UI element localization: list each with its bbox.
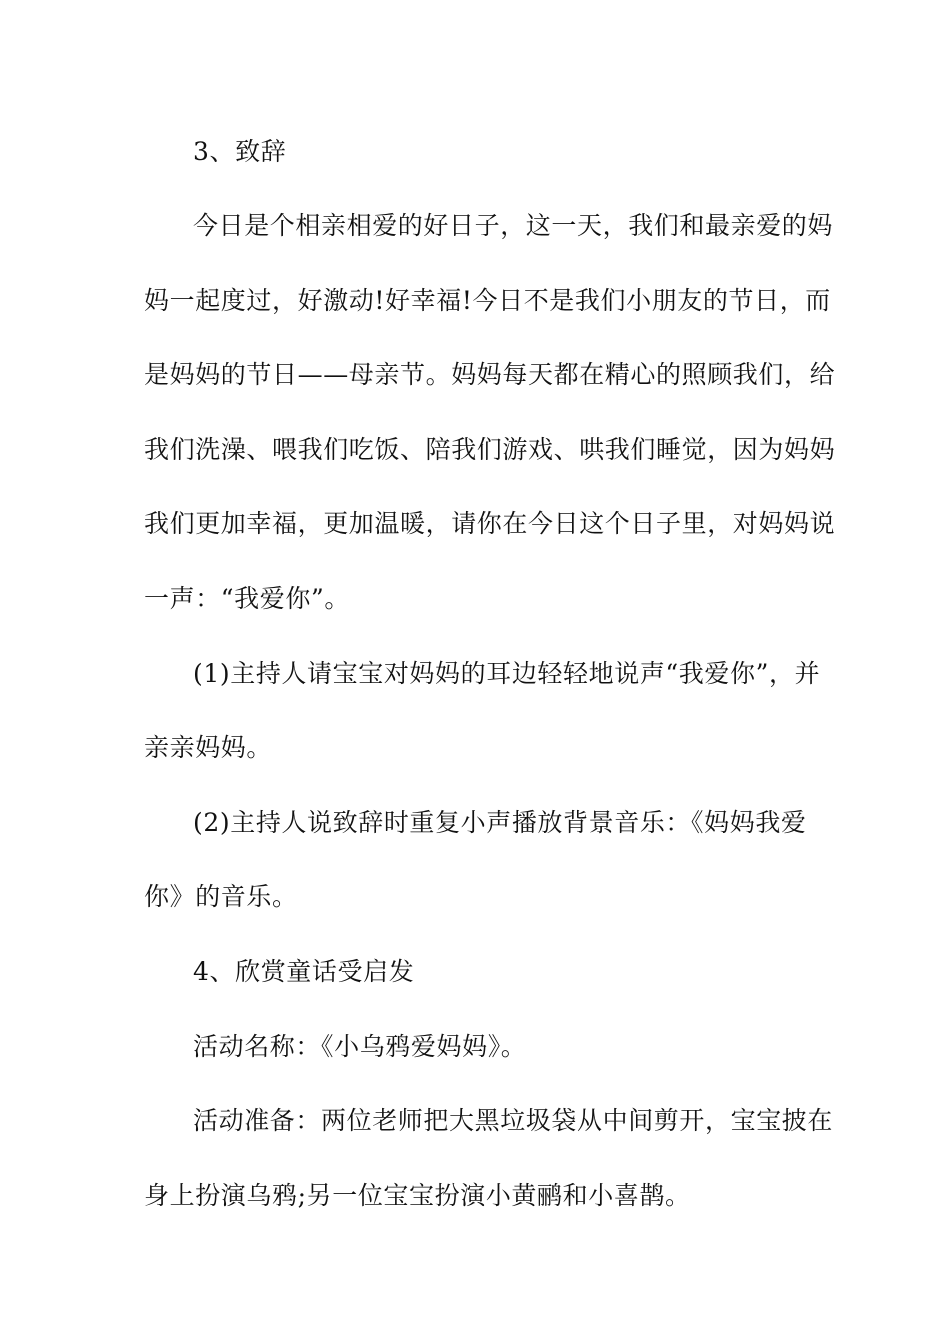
paragraph-line: 我们洗澡、喂我们吃饭、陪我们游戏、哄我们睡觉，因为妈妈 bbox=[144, 435, 836, 464]
list-item-line: (1)主持人请宝宝对妈妈的耳边轻轻地说声“我爱你”，并 bbox=[193, 659, 821, 688]
paragraph-line: 是妈妈的节日——母亲节。妈妈每天都在精心的照顾我们，给 bbox=[144, 360, 836, 389]
paragraph-line: 一声：“我爱你”。 bbox=[144, 584, 350, 613]
list-item-line: (2)主持人说致辞时重复小声播放背景音乐：《妈妈我爱 bbox=[193, 808, 807, 837]
paragraph-line: 今日是个相亲相爱的好日子，这一天，我们和最亲爱的妈 bbox=[193, 211, 834, 240]
activity-prep-line: 活动准备：两位老师把大黑垃圾袋从中间剪开，宝宝披在 bbox=[193, 1106, 834, 1135]
paragraph-line: 我们更加幸福，更加温暖，请你在今日这个日子里，对妈妈说 bbox=[144, 509, 836, 538]
list-item-line: 你》的音乐。 bbox=[144, 882, 298, 911]
activity-prep-line: 身上扮演乌鸦;另一位宝宝扮演小黄鹂和小喜鹊。 bbox=[144, 1181, 691, 1210]
section-4-heading: 4、欣赏童话受启发 bbox=[193, 957, 415, 986]
activity-name: 活动名称：《小乌鸦爱妈妈》。 bbox=[193, 1032, 527, 1061]
paragraph-line: 妈一起度过，好激动!好幸福!今日不是我们小朋友的节日，而 bbox=[144, 286, 831, 315]
section-3-heading: 3、致辞 bbox=[193, 137, 287, 166]
list-item-line: 亲亲妈妈。 bbox=[144, 733, 273, 762]
